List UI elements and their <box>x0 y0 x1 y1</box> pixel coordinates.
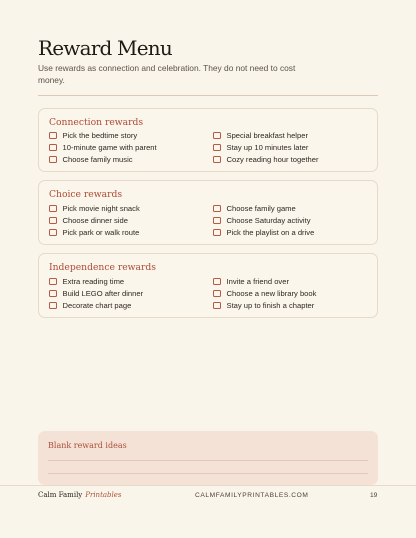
empty-checkbox-icon[interactable] <box>213 144 221 152</box>
empty-checkbox-icon[interactable] <box>49 278 57 286</box>
reward-label: Stay up to finish a chapter <box>226 301 315 310</box>
reward-item[interactable] <box>213 204 296 213</box>
reward-label: Choose Saturday activity <box>226 216 311 225</box>
reward-label: Pick the bedtime story <box>62 131 138 140</box>
page-number: 19 <box>370 492 378 499</box>
empty-checkbox-icon[interactable] <box>49 302 57 310</box>
site-url: CALMFAMILYPRINTABLES.COM <box>195 492 309 499</box>
empty-checkbox-icon[interactable] <box>49 217 57 225</box>
empty-checkbox-icon[interactable] <box>49 156 57 164</box>
reward-item[interactable] <box>213 277 289 286</box>
reward-item[interactable] <box>213 155 319 164</box>
intro-text: Use rewards as connection and celebration. They do not need to cost money. <box>38 63 296 85</box>
reward-item[interactable] <box>49 228 139 237</box>
reward-label: Extra reading time <box>62 277 125 286</box>
section-choice-rewards <box>38 180 378 245</box>
writing-line[interactable] <box>48 460 368 461</box>
section-connection-rewards <box>38 108 378 172</box>
blank-reward-ideas-panel <box>38 431 378 485</box>
brand-name: Calm Family <box>38 491 83 499</box>
empty-checkbox-icon[interactable] <box>49 132 57 140</box>
empty-checkbox-icon[interactable] <box>213 302 221 310</box>
reward-item[interactable] <box>213 289 316 298</box>
reward-item[interactable] <box>49 301 131 310</box>
empty-checkbox-icon[interactable] <box>49 144 57 152</box>
empty-checkbox-icon[interactable] <box>213 156 221 164</box>
section-title: Independence rewards <box>49 262 156 273</box>
reward-label: Cozy reading hour together <box>226 155 319 164</box>
reward-label: Stay up 10 minutes later <box>226 143 309 152</box>
empty-checkbox-icon[interactable] <box>49 229 57 237</box>
reward-item[interactable] <box>213 301 314 310</box>
reward-label: Build LEGO after dinner <box>62 289 144 298</box>
blank-panel-title: Blank reward ideas <box>48 441 127 450</box>
empty-checkbox-icon[interactable] <box>49 205 57 213</box>
reward-item[interactable] <box>213 143 308 152</box>
footer-divider <box>0 485 416 486</box>
writing-line[interactable] <box>48 473 368 474</box>
reward-item[interactable] <box>213 216 311 225</box>
reward-label: Choose family music <box>62 155 133 164</box>
reward-item[interactable] <box>49 131 137 140</box>
reward-label: Decorate chart page <box>62 301 132 310</box>
reward-item[interactable] <box>49 216 128 225</box>
reward-item[interactable] <box>49 289 143 298</box>
reward-item[interactable] <box>49 204 140 213</box>
section-title: Connection rewards <box>49 117 144 128</box>
reward-label: Pick park or walk route <box>62 228 140 237</box>
empty-checkbox-icon[interactable] <box>213 290 221 298</box>
reward-label: Pick the playlist on a drive <box>226 228 315 237</box>
reward-item[interactable] <box>49 277 124 286</box>
reward-label: Choose a new library book <box>226 289 317 298</box>
page-title: Reward Menu <box>38 36 172 60</box>
section-independence-rewards <box>38 253 378 318</box>
brand-logo <box>38 491 122 499</box>
section-title: Choice rewards <box>49 189 123 200</box>
reward-item[interactable] <box>49 155 133 164</box>
empty-checkbox-icon[interactable] <box>213 205 221 213</box>
reward-item[interactable] <box>213 228 314 237</box>
reward-item[interactable] <box>213 131 308 140</box>
empty-checkbox-icon[interactable] <box>213 229 221 237</box>
empty-checkbox-icon[interactable] <box>213 217 221 225</box>
reward-label: Choose family game <box>226 204 296 213</box>
empty-checkbox-icon[interactable] <box>213 278 221 286</box>
reward-item[interactable] <box>49 143 157 152</box>
reward-label: Pick movie night snack <box>62 204 140 213</box>
divider <box>38 95 378 96</box>
reward-label: Invite a friend over <box>226 277 289 286</box>
brand-accent: Printables <box>85 491 122 499</box>
empty-checkbox-icon[interactable] <box>213 132 221 140</box>
reward-label: 10-minute game with parent <box>62 143 157 152</box>
reward-label: Choose dinner side <box>62 216 128 225</box>
empty-checkbox-icon[interactable] <box>49 290 57 298</box>
reward-label: Special breakfast helper <box>226 131 308 140</box>
